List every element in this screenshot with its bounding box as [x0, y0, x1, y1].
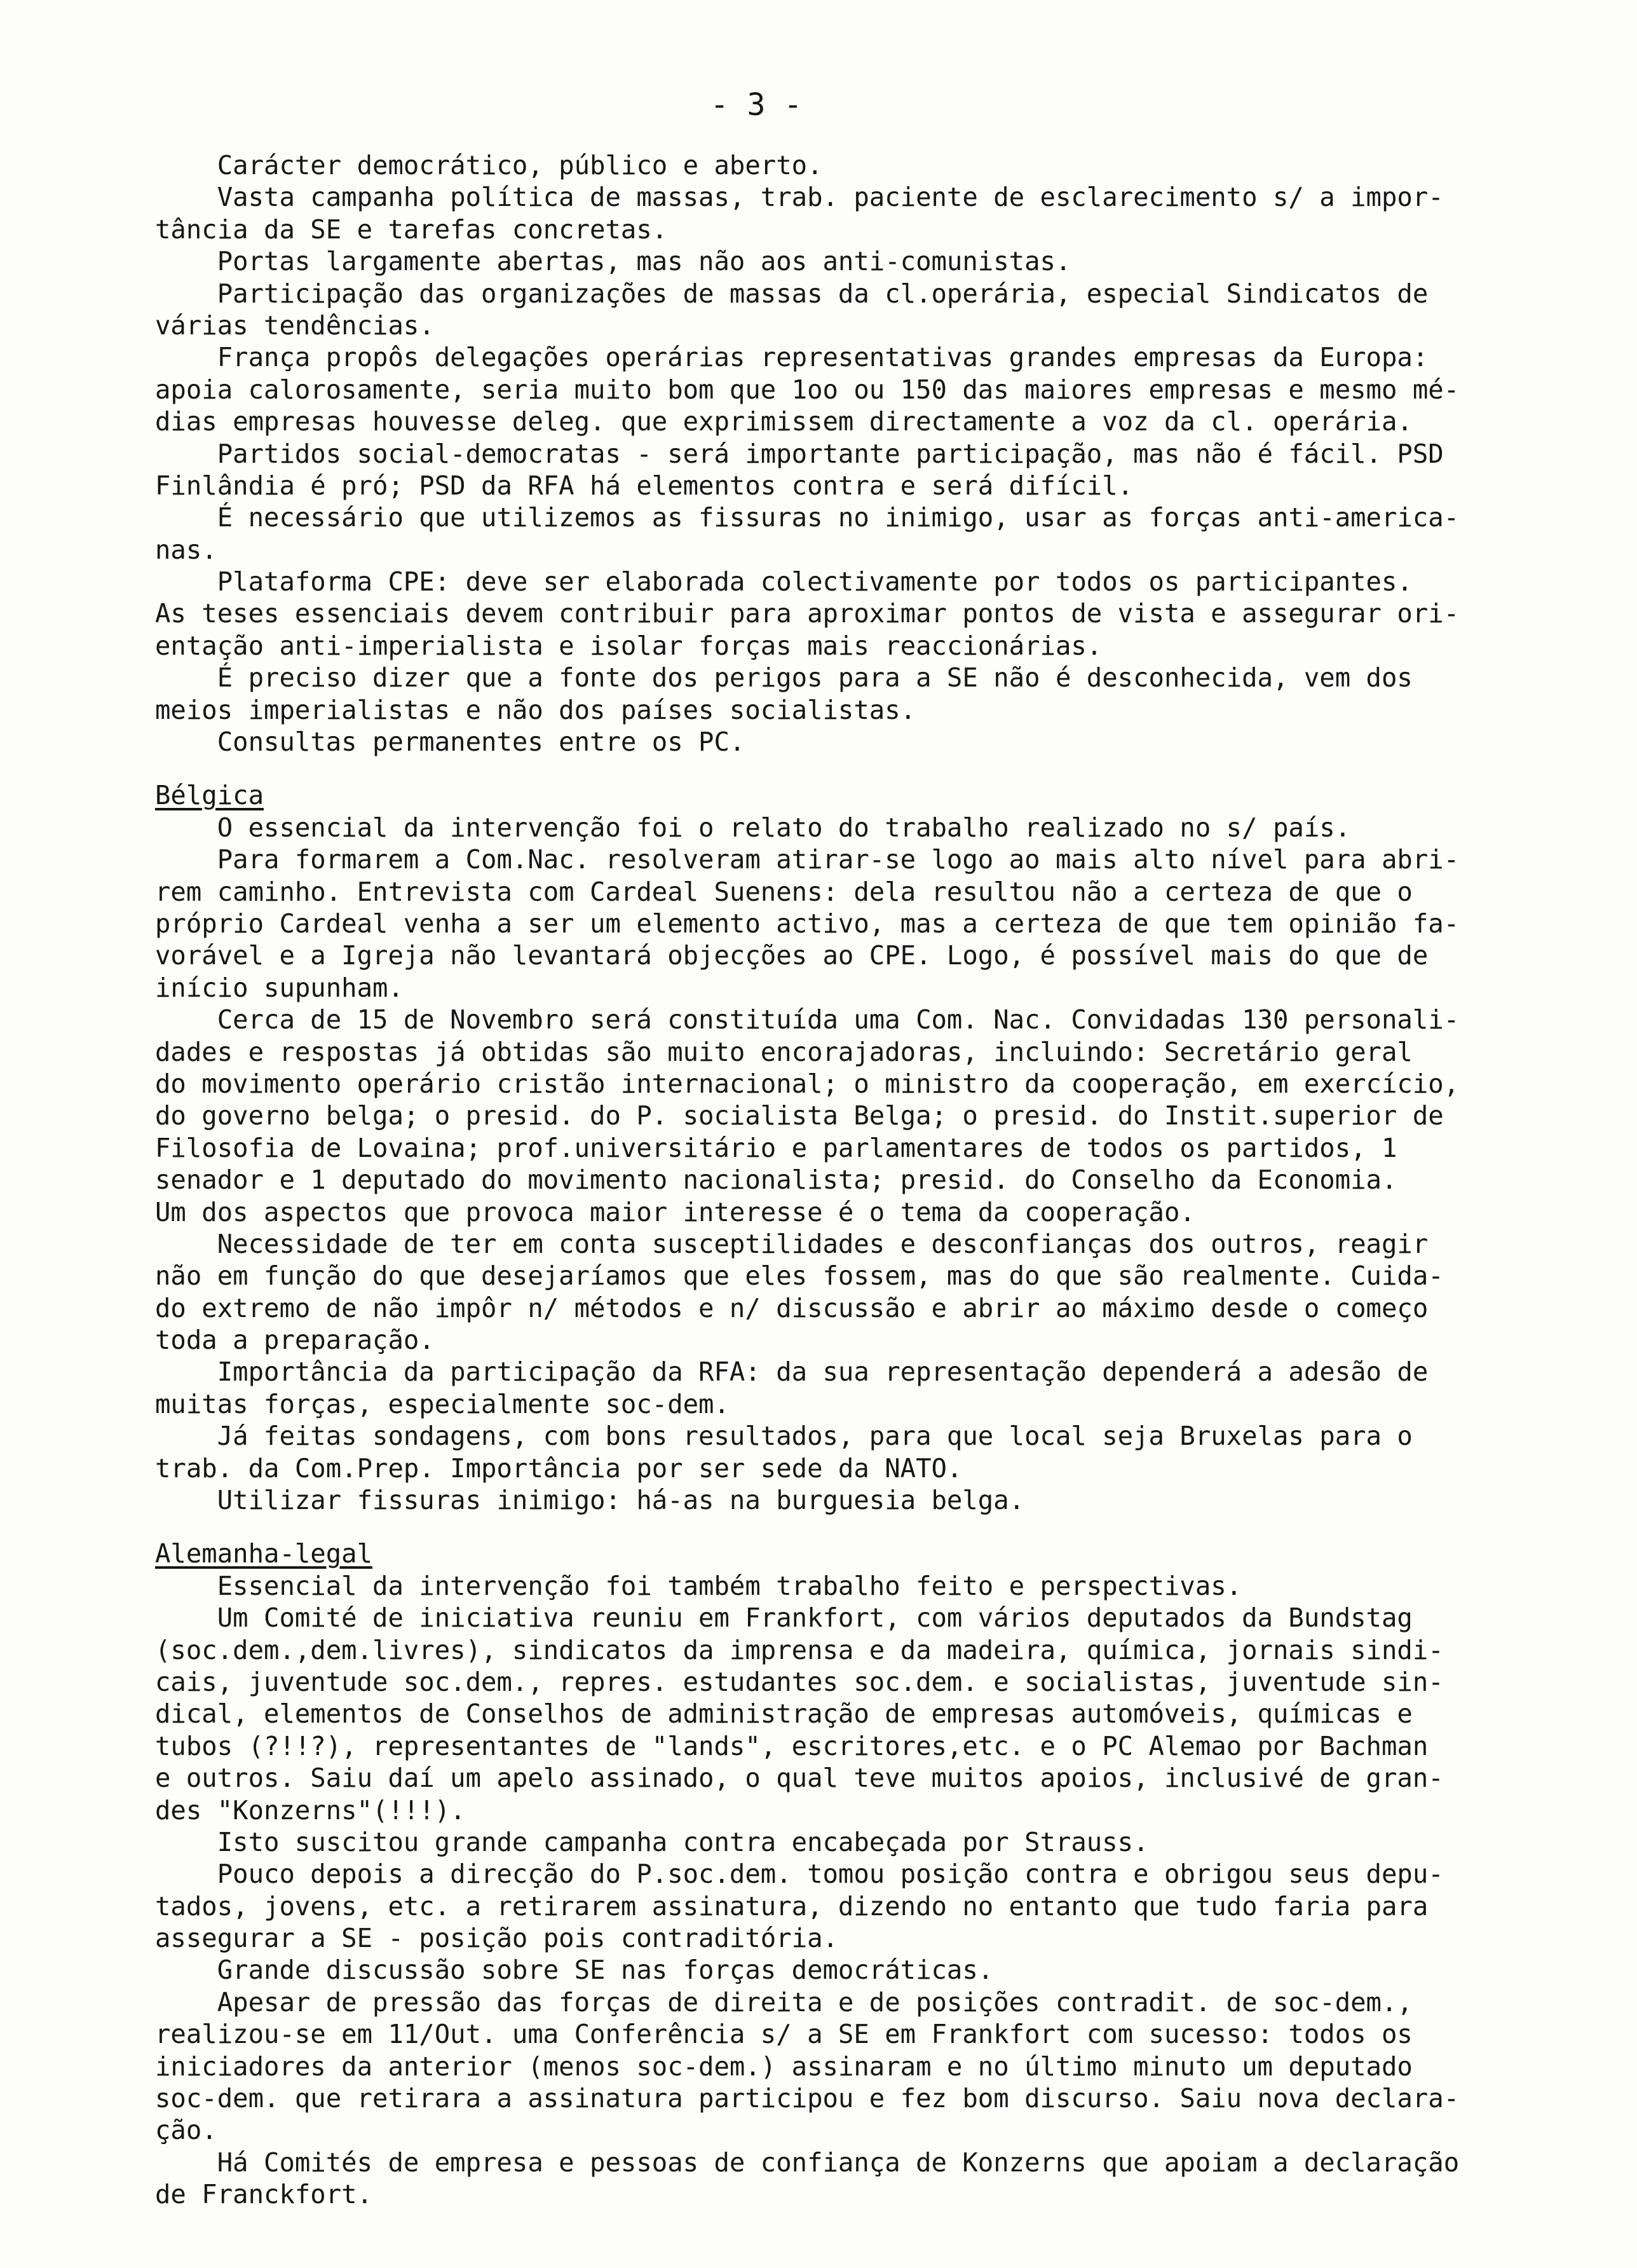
text-line: Já feitas sondagens, com bons resultados, para que local seja Bruxelas para o — [155, 1421, 1413, 1452]
text-line: Necessidade de ter em conta susceptilidades e desconfianças dos outros, reagir — [155, 1228, 1429, 1259]
text-line: tados, jovens, etc. a retirarem assinatura, dizendo no entanto que tudo faria para — [155, 1890, 1429, 1922]
text-line: próprio Cardeal venha a ser um elemento activo, mas a certeza de que tem opinião fa- — [155, 908, 1460, 939]
text-line: Filosofia de Lovaina; prof.universitário e parlamentares de todos os partidos, 1 — [155, 1132, 1397, 1163]
section-heading — [155, 1538, 1579, 1569]
text-line: Finlândia é pró; PSD da RFA há elementos contra e será difícil. — [155, 470, 1134, 501]
text-line: cais, juventude soc.dem., repres. estudantes soc.dem. e socialistas, juventude sin- — [155, 1666, 1444, 1697]
section-2 — [155, 1538, 1579, 2210]
text-line: senador e 1 deputado do movimento nacionalista; presid. do Conselho da Economia. — [155, 1165, 1397, 1196]
text-line: Importância da participação da RFA: da sua representação dependerá a adesão de — [155, 1356, 1429, 1388]
text-line: do extremo de não impôr n/ métodos e n/ discussão e abrir ao máximo desde o começo — [155, 1292, 1429, 1323]
text-line: e outros. Saiu daí um apelo assinado, o qual teve muitos apoios, inclusivé de gran- — [155, 1763, 1444, 1794]
document-body — [155, 149, 1579, 2211]
text-line: toda a preparação. — [155, 1325, 435, 1356]
text-line: As teses essenciais devem contribuir para aproximar pontos de vista e assegurar ori- — [155, 598, 1460, 629]
section-1 — [155, 779, 1579, 1516]
text-line: assegurar a SE - posição pois contraditória. — [155, 1923, 838, 1954]
text-line: rem caminho. Entrevista com Cardeal Suenens: dela resultou não a certeza de que o — [155, 876, 1413, 907]
text-line: tância da SE e tarefas concretas. — [155, 214, 668, 245]
text-line: O essencial da intervenção foi o relato do trabalho realizado no s/ país. — [155, 812, 1351, 843]
text-line: Um dos aspectos que provoca maior interesse é o tema da cooperação. — [155, 1196, 1195, 1227]
section-heading-text: Bélgica — [155, 780, 264, 811]
text-line: É preciso dizer que a fonte dos perigos para a SE não é desconhecida, vem dos — [155, 662, 1413, 693]
text-line: apoia calorosamente, seria muito bom que 1oo ou 150 das maiores empresas e mesmo mé- — [155, 374, 1460, 405]
text-line: Pouco depois a direcção do P.soc.dem. tomou posição contra e obrigou seus depu- — [155, 1859, 1444, 1890]
text-line: do movimento operário cristão internacional; o ministro da cooperação, em exercício, — [155, 1068, 1460, 1099]
text-line: dias empresas houvesse deleg. que exprimissem directamente a voz da cl. operária. — [155, 406, 1413, 437]
text-line: dical, elementos de Conselhos de administração de empresas automóveis, químicas e — [155, 1698, 1413, 1730]
text-line: Apesar de pressão das forças de direita e de posições contradit. de soc-dem., — [155, 1986, 1413, 2018]
text-line: dades e respostas já obtidas são muito encorajadoras, incluindo: Secretário geral — [155, 1036, 1413, 1067]
text-line: várias tendências. — [155, 310, 435, 341]
text-line: Vasta campanha política de massas, trab. paciente de esclarecimento s/ a impor- — [155, 182, 1444, 213]
section-heading-text: Alemanha-legal — [155, 1538, 373, 1569]
text-line: Plataforma CPE: deve ser elaborada colectivamente por todos os participantes. — [155, 566, 1413, 598]
text-line: do governo belga; o presid. do P. socialista Belga; o presid. do Instit.superior de — [155, 1100, 1444, 1131]
text-line: Grande discussão sobre SE nas forças democráticas. — [155, 1955, 994, 1986]
text-line: É necessário que utilizemos as fissuras no inimigo, usar as forças anti-america- — [155, 502, 1460, 533]
text-line: Participação das organizações de massas da cl.operária, especial Sindicatos de — [155, 278, 1429, 309]
text-line: meios imperialistas e não dos países socialistas. — [155, 694, 916, 725]
page-number: - 3 - — [710, 87, 803, 123]
text-line: França propôs delegações operárias representativas grandes empresas da Europa: — [155, 342, 1429, 373]
text-line: Um Comité de iniciativa reuniu em Frankfort, com vários deputados da Bundstag — [155, 1602, 1413, 1634]
section-heading — [155, 779, 1579, 811]
text-line: Consultas permanentes entre os PC. — [155, 727, 745, 758]
text-line: des "Konzerns"(!!!). — [155, 1794, 466, 1826]
text-line: Carácter democrático, público e aberto. — [155, 150, 823, 181]
text-line: não em função do que desejaríamos que eles fossem, mas do que são realmente. Cuida- — [155, 1260, 1444, 1292]
text-line: vorável e a Igreja não levantará objecções ao CPE. Logo, é possível mais do que de — [155, 940, 1429, 971]
text-line: ção. — [155, 2115, 217, 2146]
text-line: Essencial da intervenção foi também trabalho feito e perspectivas. — [155, 1570, 1242, 1601]
text-line: Utilizar fissuras inimigo: há-as na burguesia belga. — [155, 1485, 1025, 1516]
section-0 — [155, 149, 1579, 758]
text-line: soc-dem. que retirara a assinatura participou e fez bom discurso. Saiu nova declara- — [155, 2083, 1460, 2114]
text-line: Isto suscitou grande campanha contra encabeçada por Strauss. — [155, 1826, 1149, 1857]
text-line: Partidos social-democratas - será importante participação, mas não é fácil. PSD — [155, 438, 1444, 469]
text-line: início supunham. — [155, 972, 404, 1003]
text-line: iniciadores da anterior (menos soc-dem.) assinaram e no último minuto um deputado — [155, 2051, 1413, 2082]
text-line: Para formarem a Com.Nac. resolveram atirar-se logo ao mais alto nível para abri- — [155, 844, 1460, 875]
text-line: nas. — [155, 534, 217, 565]
text-line: realizou-se em 11/Out. uma Conferência s/ a SE em Frankfort com sucesso: todos os — [155, 2019, 1413, 2050]
text-line: tubos (?!!?), representantes de "lands", escritores,etc. e o PC Alemao por Bachman — [155, 1730, 1429, 1761]
text-line: Cerca de 15 de Novembro será constituída uma Com. Nac. Convidadas 130 personali- — [155, 1004, 1460, 1035]
text-line: de Franckfort. — [155, 2179, 373, 2210]
text-line: Há Comités de empresa e pessoas de confiança de Konzerns que apoiam a declaração — [155, 2147, 1460, 2178]
text-line: trab. da Com.Prep. Importância por ser sede da NATO. — [155, 1452, 963, 1484]
text-line: entação anti-imperialista e isolar forças mais reaccionárias. — [155, 630, 1103, 661]
text-line: muitas forças, especialmente soc-dem. — [155, 1388, 730, 1419]
text-line: Portas largamente abertas, mas não aos anti-comunistas. — [155, 246, 1071, 277]
text-line: (soc.dem.,dem.livres), sindicatos da imprensa e da madeira, química, jornais sindi- — [155, 1634, 1444, 1665]
